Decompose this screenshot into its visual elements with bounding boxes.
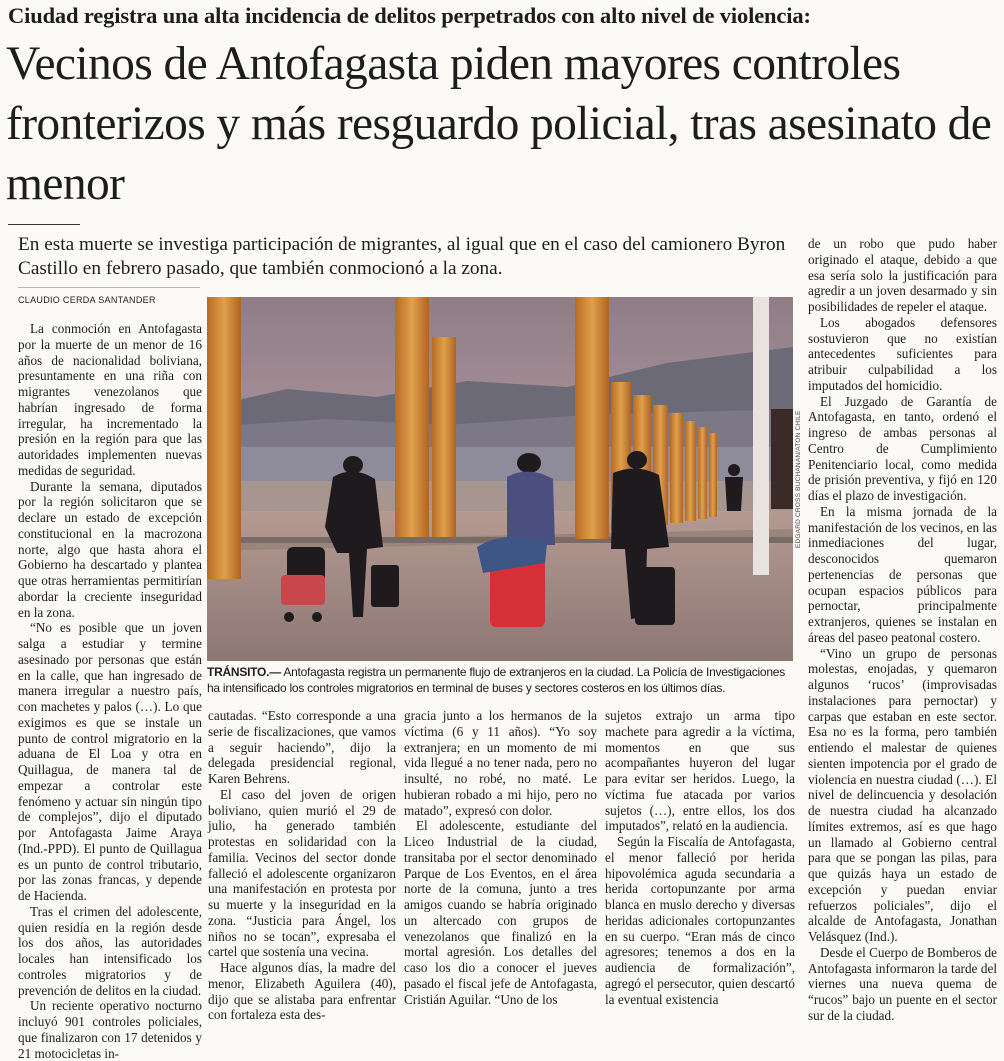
news-photo xyxy=(207,297,793,661)
body-paragraph: sujetos extrajo un arma tipo machete para agredir a la víctima, momentos en que sus acompañantes huyeron del lugar para evitar ser heridos. Luego, la víctima fue atacada por varios sujetos (…), entre ellos, los dos imputados”, relató en la audiencia. xyxy=(605,708,795,834)
column-2 xyxy=(208,708,396,1023)
byline: CLAUDIO CERDA SANTANDER xyxy=(18,295,156,305)
caption-text: Antofagasta registra un permanente flujo de extranjeros en la ciudad. La Policía de Investigaciones ha intensificado los controles migratorios en terminal de buses y sectores costeros en los últimos días. xyxy=(207,665,785,695)
body-paragraph: Según la Fiscalía de Antofagasta, el menor falleció por herida hipovolémica aguda secundaria a herida cortopunzante por arma blanca en muslo derecho y diversas heridas adicionales cortopunzantes en su cuerpo. “Eran más de cinco agresores; tenemos a dos en la audiencia de formalización”, agregó el persecutor, quien descartó la eventual existencia xyxy=(605,834,795,1007)
column-3 xyxy=(404,708,597,1007)
body-paragraph: El adolescente, estudiante del Liceo Industrial de la ciudad, transitaba por el sector denominado Parque de Los Eventos, en el área norte de la comuna, junto a tres amigos cuando se habría originado un altercado con grupos de venezolanos que finalizó en la mortal agresión. Los detalles del caso los dio a conocer el jueves pasado el fiscal jefe de Antofagasta, Cristián Aguilar. “Uno de los xyxy=(404,818,597,1007)
body-paragraph: Hace algunos días, la madre del menor, Elizabeth Aguilera (40), dijo que se alistaba para enfrentar con fortaleza esta des- xyxy=(208,960,396,1023)
body-paragraph: En la misma jornada de la manifestación de los vecinos, en las inmediaciones del lugar, desconocidos quemaron pertenencias de personas que ocupan espacios públicos para pernoctar, principalmente extranjeros, quienes se instalan en áreas del paseo peatonal costero. xyxy=(808,503,997,645)
body-paragraph: de un robo que pudo haber originado el ataque, debido a que esa sería solo la justificación para agredir a un joven desarmado y sin posibilidades de repeler el ataque. xyxy=(808,236,997,314)
body-paragraph: Desde el Cuerpo de Bomberos de Antofagasta informaron la tarde del viernes una nueva quema de “rucos” bajo un puente en el sector sur de la ciudad. xyxy=(808,944,997,1023)
body-paragraph: “No es posible que un joven salga a estudiar y termine asesinado por personas que están en la calle, que han ingresado de manera irregular a nuestro país, con machetes y palos (…). Lo que exigimos es que se instale un punto de control migratorio en la aduana de El Loa y otra en Quillagua, de manera tal de empezar a controlar este fenómeno y actuar sin ningún tipo de complejos”, dijo el diputado por Antofagasta Jaime Araya (Ind.-PPD). El punto de Quillagua es un punto de control tributario, por las zonas francas, y depende de Hacienda. xyxy=(18,620,202,903)
photo-caption xyxy=(207,664,795,696)
photo-credit: EDGARD CROSS BUCHANAN/ATON CHILE xyxy=(795,410,802,548)
body-paragraph: El caso del joven de origen boliviano, quien murió el 29 de julio, ha generado también protestas en solidaridad con la familia. Vecinos del sector donde falleció el adolescente organizaron una manifestación en protesta por su muerte y la inseguridad en la zona. “Justicia para Ángel, los niños no se tocan”, expresaba el cartel que sostenía una vecina. xyxy=(208,786,396,960)
headline-rule xyxy=(8,224,80,225)
headline: Vecinos de Antofagasta piden mayores controles fronterizos y más resguardo policial, tras asesinato de menor xyxy=(6,38,992,210)
kicker: Ciudad registra una alta incidencia de delitos perpetrados con alto nivel de violencia: xyxy=(8,3,811,28)
deck: En esta muerte se investiga participación de migrantes, al igual que en el caso del camionero Byron Castillo en febrero pasado, que también conmocionó a la zona. xyxy=(18,234,786,279)
body-paragraph: La conmoción en Antofagasta por la muerte de un menor de 16 años de nacionalidad boliviana, presuntamente en una riña con migrantes venezolanos que habrían ingresado de forma irregular, ha incrementado la presión en la región para que las autoridades implementen nuevas medidas de seguridad. xyxy=(18,321,202,478)
column-5 xyxy=(808,236,997,1024)
column-1 xyxy=(18,321,202,1061)
caption-label: TRÁNSITO.— xyxy=(207,665,281,679)
body-paragraph: Los abogados defensores sostuvieron que no existían antecedentes suficientes para atribuir culpabilidad a los imputados del homicidio. xyxy=(808,314,997,393)
body-paragraph: Durante la semana, diputados por la región solicitaron que se declare un estado de excepción constitucional en la macrozona norte, algo que hasta ahora el Gobierno ha descartado y plantea que otras herramientas permitirían abordar la creciente inseguridad en la zona. xyxy=(18,478,202,620)
deck-rule xyxy=(18,287,200,288)
body-paragraph: El Juzgado de Garantía de Antofagasta, en tanto, ordenó el ingreso de ambas personas al Centro de Cumplimiento Penitenciario local, como medida de prisión preventiva, y fijó en 120 días el plazo de investigación. xyxy=(808,393,997,503)
column-4 xyxy=(605,708,795,1007)
body-paragraph: Tras el crimen del adolescente, quien residía en la región desde los dos años, las autoridades locales han intensificado los controles migratorios y de prevención de delitos en la ciudad. xyxy=(18,903,202,998)
body-paragraph: cautadas. “Esto corresponde a una serie de fiscalizaciones, que vamos a seguir haciendo”, dijo la delegada presidencial regional, Karen Behrens. xyxy=(208,708,396,786)
body-paragraph: Un reciente operativo nocturno incluyó 901 controles policiales, que finalizaron con 17 detenidos y 21 motocicletas in- xyxy=(18,998,202,1061)
body-paragraph: “Vino un grupo de personas molestas, enojadas, y quemaron algunos ‘rucos’ (improvisadas instalaciones para pernoctar) y carpas que estaban en este sector. Esa no es la forma, pero también entiendo el malestar de quienes sienten impotencia por el grado de violencia en nuestra ciudad (…). El nivel de delincuencia y desolación de nuestra ciudad ha alcanzado límites extremos, así es que hago un llamado al Gobierno central para que se pongan las pilas, para que quizás haya un estado de excepción y puedan enviar refuerzos policiales”, dijo el alcalde de Antofagasta, Jonathan Velásquez (Ind.). xyxy=(808,645,997,944)
body-paragraph: gracia junto a los hermanos de la víctima (6 y 11 años). “Yo soy extranjera; en un momento de mi vida llegué a no tener nada, pero no insulté, no robé, no maté. Le hubieran robado a mi hijo, pero no matado”, expresó con dolor. xyxy=(404,708,597,818)
